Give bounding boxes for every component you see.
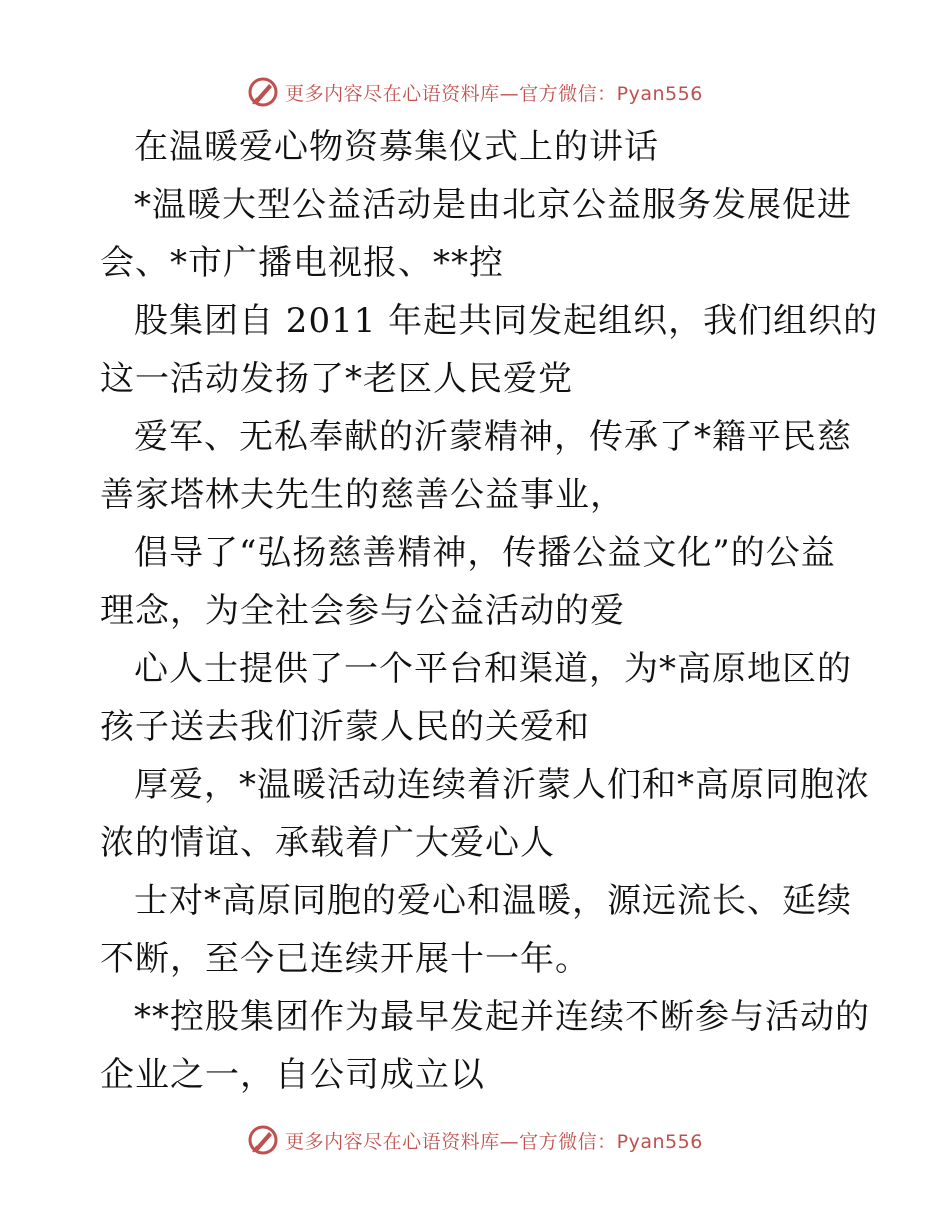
paragraph-line: 不断，至今已连续开展十一年。: [100, 939, 590, 979]
watermark-text: 更多内容尽在心语资料库—官方微信：Pyan556: [285, 1130, 703, 1153]
paragraph-line: 股集团自 2011 年起共同发起组织，我们组织的: [134, 301, 879, 341]
quill-logo-icon: [247, 76, 279, 108]
paragraph-line: 这一活动发扬了*老区人民爱党: [100, 359, 573, 399]
paragraph-line: 心人士提供了一个平台和渠道，为*高原地区的: [134, 649, 852, 689]
header-watermark: [0, 72, 950, 112]
paragraph-line: 厚爱，*温暖活动连续着沂蒙人们和*高原同胞浓: [134, 765, 870, 805]
quill-logo-icon: [247, 1124, 279, 1156]
paragraph-line: 企业之一，自公司成立以: [100, 1055, 485, 1095]
watermark-text: 更多内容尽在心语资料库—官方微信：Pyan556: [285, 82, 703, 105]
paragraph-line: 理念，为全社会参与公益活动的爱: [100, 591, 625, 631]
document-body: [100, 118, 879, 1104]
paragraph-line: **控股集团作为最早发起并连续不断参与活动的: [134, 997, 870, 1037]
document-title: 在温暖爱心物资募集仪式上的讲话: [134, 127, 659, 167]
paragraph-line: 倡导了“弘扬慈善精神，传播公益文化”的公益: [134, 533, 836, 573]
paragraph-line: 浓的情谊、承载着广大爱心人: [100, 823, 555, 863]
footer-watermark: [0, 1120, 950, 1160]
paragraph-line: 士对*高原同胞的爱心和温暖，源远流长、延续: [134, 881, 852, 921]
paragraph-line: 会、*市广播电视报、**控: [100, 243, 504, 283]
paragraph-line: 孩子送去我们沂蒙人民的关爱和: [100, 707, 590, 747]
paragraph-line: 善家塔林夫先生的慈善公益事业，: [100, 475, 625, 515]
paragraph-line: *温暖大型公益活动是由北京公益服务发展促进: [134, 185, 852, 225]
paragraph-line: 爱军、无私奉献的沂蒙精神，传承了*籍平民慈: [134, 417, 852, 457]
